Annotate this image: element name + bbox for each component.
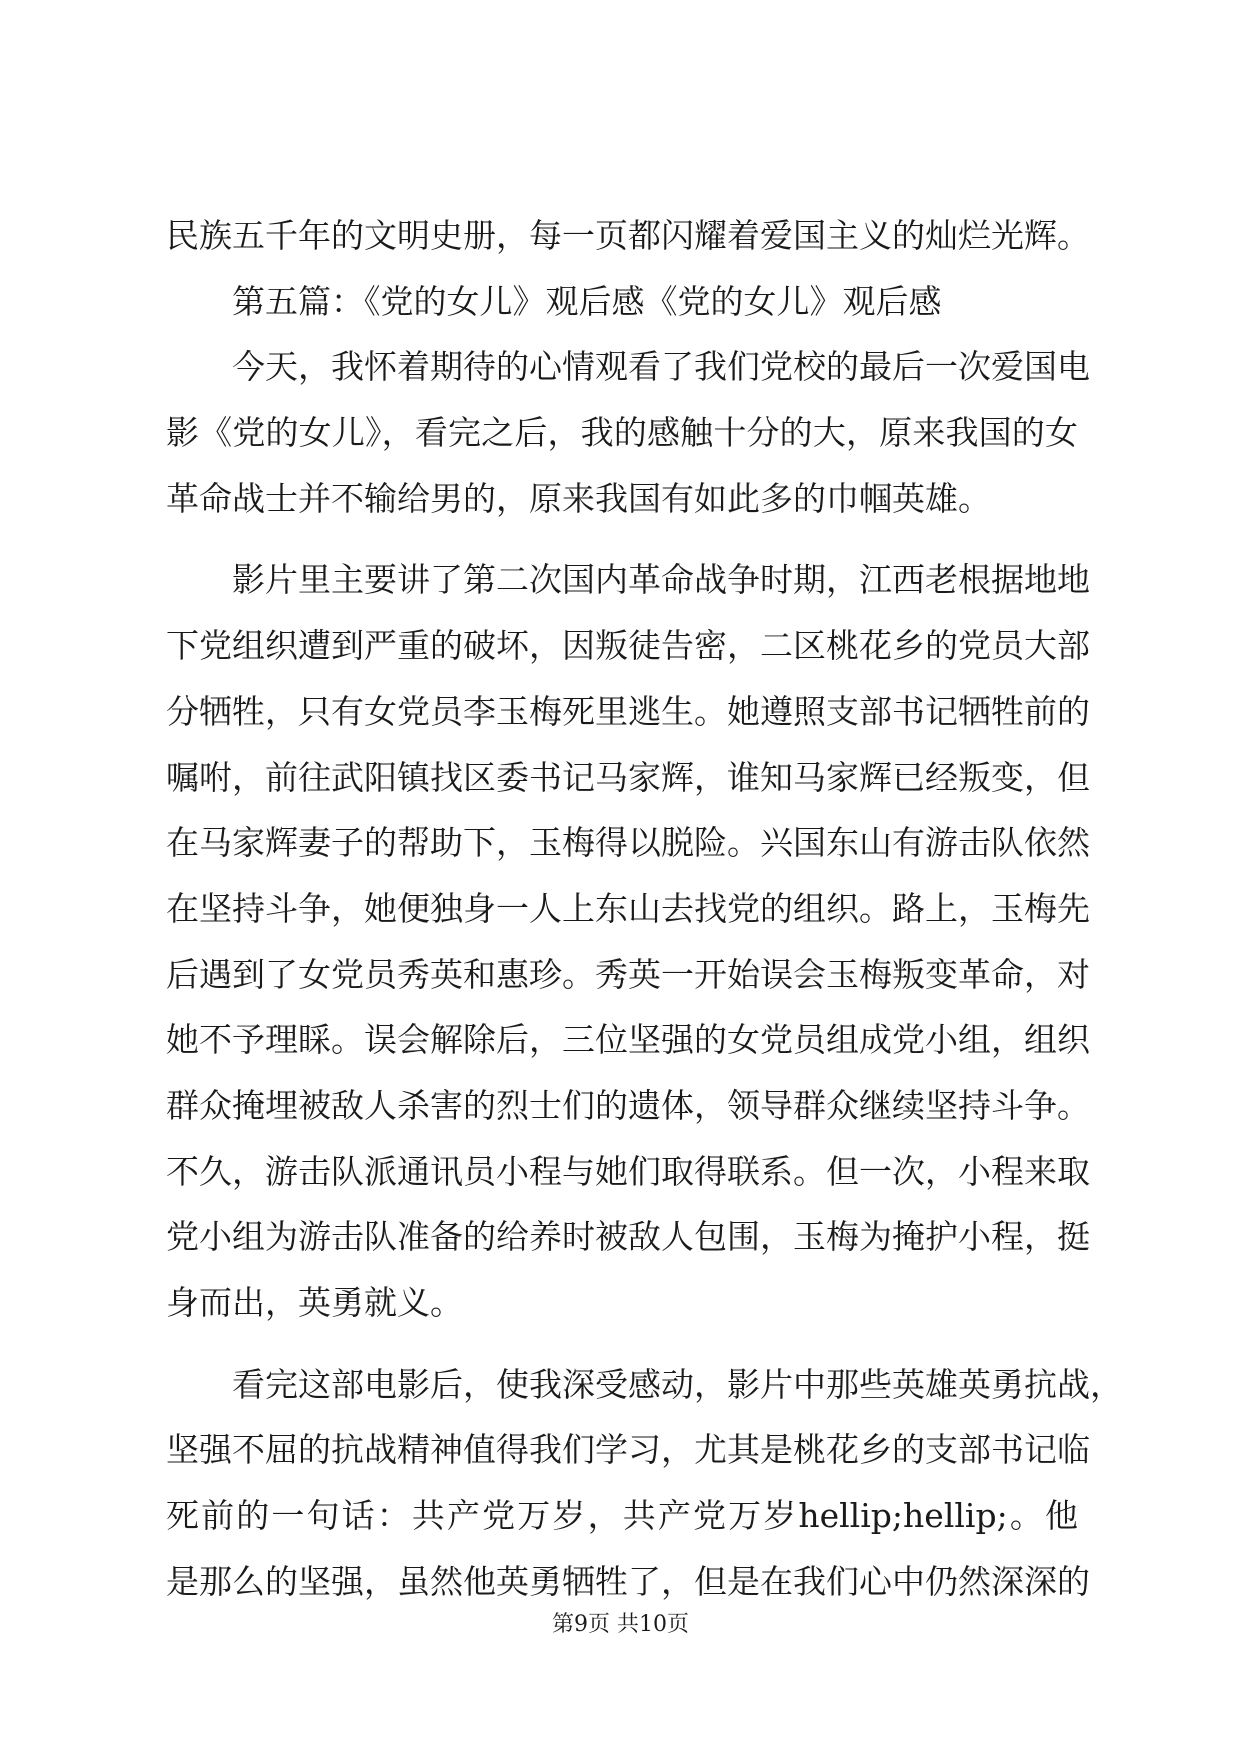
text-line: 后遇到了女党员秀英和惠珍。秀英一开始误会玉梅叛变革命，对	[166, 954, 1090, 994]
text-line: 身而出，英勇就义。	[166, 1283, 463, 1322]
text-line: 嘱咐，前往武阳镇找区委书记马家辉，谁知马家辉已经叛变，但	[166, 757, 1090, 797]
text-line: 革命战士并不输给男的，原来我国有如此多的巾帼英雄。	[166, 478, 991, 518]
text-line: 看完这部电影后，使我深受感动，影片中那些英雄英勇抗战，	[232, 1364, 1123, 1404]
text-line: 今天，我怀着期待的心情观看了我们党校的最后一次爱国电	[232, 347, 1090, 387]
text-line: 坚强不屈的抗战精神值得我们学习，尤其是桃花乡的支部书记临	[166, 1430, 1090, 1470]
text-line: 死前的一句话：共产党万岁，共产党万岁hellip;hellip;。他	[166, 1496, 1078, 1536]
text-line: 党小组为游击队准备的给养时被敌人包围，玉梅为掩护小程，挺	[166, 1217, 1090, 1257]
text-line: 影《党的女儿》，看完之后，我的感触十分的大，原来我国的女	[166, 413, 1078, 453]
text-line: 是那么的坚强，虽然他英勇牺牲了，但是在我们心中仍然深深的	[166, 1561, 1090, 1601]
document-body	[166, 203, 1123, 1614]
section-heading: 第五篇：《党的女儿》观后感《党的女儿》观后感	[232, 281, 942, 321]
text-line: 分牺牲，只有女党员李玉梅死里逃生。她遵照支部书记牺牲前的	[166, 691, 1090, 731]
text-line: 下党组织遭到严重的破坏，因叛徒告密，二区桃花乡的党员大部	[166, 626, 1090, 666]
text-line: 不久，游击队派通讯员小程与她们取得联系。但一次，小程来取	[166, 1151, 1090, 1191]
text-line: 群众掩埋被敌人杀害的烈士们的遗体，领导群众继续坚持斗争。	[166, 1085, 1090, 1125]
page-footer: 第9页 共10页	[552, 1612, 689, 1637]
text-line: 她不予理睬。误会解除后，三位坚强的女党员组成党小组，组织	[166, 1020, 1090, 1060]
text-line: 影片里主要讲了第二次国内革命战争时期，江西老根据地地	[232, 560, 1090, 600]
text-line: 在马家辉妻子的帮助下，玉梅得以脱险。兴国东山有游击队依然	[166, 823, 1090, 863]
text-line: 民族五千年的文明史册，每一页都闪耀着爱国主义的灿烂光辉。	[166, 216, 1090, 255]
text-line: 在坚持斗争，她便独身一人上东山去找党的组织。路上，玉梅先	[166, 888, 1090, 928]
